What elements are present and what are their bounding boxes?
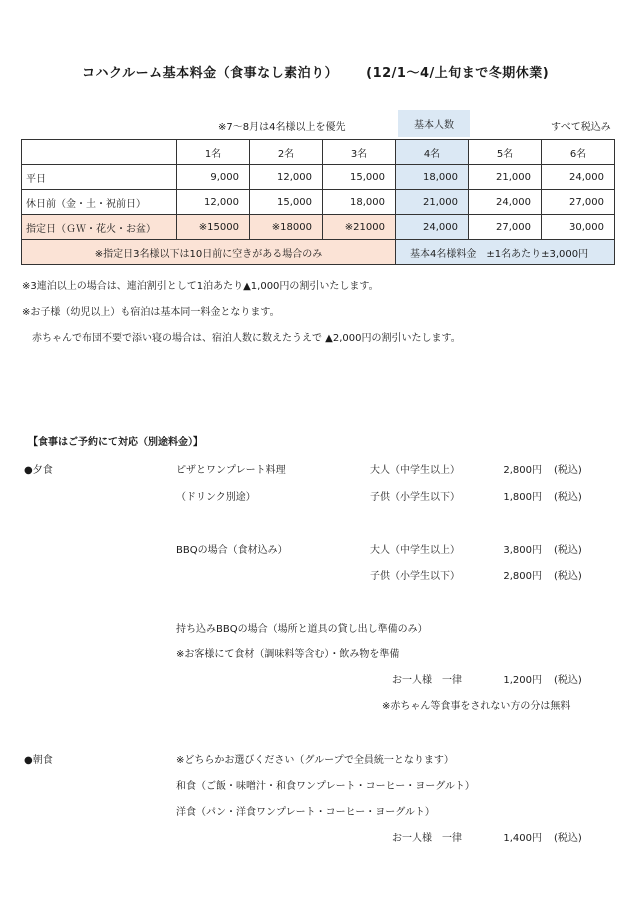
column-header: 6名 — [542, 140, 615, 165]
designated-day-note: ※指定日3名様以下は10日前に空きがある場合のみ — [22, 240, 396, 265]
table-cell: 12,000 — [177, 190, 250, 215]
column-header: 5名 — [469, 140, 542, 165]
row-label: 休日前（金・土・祝前日） — [22, 190, 177, 215]
column-header: 1名 — [177, 140, 250, 165]
column-header: 2名 — [250, 140, 323, 165]
tax-label: (税込) — [554, 571, 582, 582]
dinner-label: ●夕食 — [24, 465, 53, 476]
table-row — [22, 215, 615, 240]
column-header: 3名 — [323, 140, 396, 165]
table-cell: 18,000 — [396, 165, 469, 190]
table-cell: 24,000 — [396, 215, 469, 240]
breakfast-choose-note: ※どちらかお選びください（グループで全員統一となります） — [176, 755, 454, 766]
table-cell: 21,000 — [469, 165, 542, 190]
bring-bbq-note: ※お客様にて食材（調味料等含む）・飲み物を準備 — [176, 649, 400, 660]
tax-label: (税込) — [554, 492, 582, 503]
breakfast-price: 1,400円 — [503, 833, 542, 844]
table-cell: 9,000 — [177, 165, 250, 190]
table-header-row — [22, 140, 615, 165]
bring-bbq-price: 1,200円 — [503, 675, 542, 686]
pizza-adult-price: 2,800円 — [503, 465, 542, 476]
table-cell: 18,000 — [323, 190, 396, 215]
child-note: ※お子様（幼児以上）も宿泊は基本同一料金となります。 — [22, 307, 280, 318]
table-cell: ※18000 — [250, 215, 323, 240]
row-label: 平日 — [22, 165, 177, 190]
page-title — [82, 62, 549, 81]
baby-note: 赤ちゃんで布団不要で添い寝の場合は、宿泊人数に数えたうえで ▲2,000円の割引いたします。 — [32, 333, 461, 344]
basic-rate-note: 基本4名様料金 ±1名あたり±3,000円 — [396, 240, 615, 265]
table-cell: 15,000 — [250, 190, 323, 215]
table-cell: 24,000 — [542, 165, 615, 190]
column-header: 4名 — [396, 140, 469, 165]
table-corner-cell — [22, 140, 177, 165]
table-row — [22, 165, 615, 190]
tax-included-label: すべて税込み — [551, 122, 611, 133]
basic-people-label: 基本人数 — [398, 110, 470, 137]
title-main: コハクルーム基本料金（食事なし素泊り） — [82, 66, 339, 81]
title-closure: (12/1〜4/上旬まで冬期休業) — [366, 66, 550, 81]
tax-label: (税込) — [554, 465, 582, 476]
pizza-plan: ピザとワンプレート料理 — [176, 465, 286, 476]
pizza-child-price: 1,800円 — [503, 492, 542, 503]
breakfast-per-person: お一人様 一律 — [392, 833, 462, 844]
bbq-adult-label: 大人（中学生以上） — [370, 545, 460, 556]
drink-note: （ドリンク別途） — [176, 492, 256, 503]
tax-label: (税込) — [554, 675, 582, 686]
bbq-adult-price: 3,800円 — [503, 545, 542, 556]
table-cell: 27,000 — [542, 190, 615, 215]
tax-label: (税込) — [554, 545, 582, 556]
rates-table — [21, 139, 615, 265]
summer-note: ※7〜8月は4名様以上を優先 — [218, 122, 346, 133]
table-cell: 27,000 — [469, 215, 542, 240]
bbq-child-price: 2,800円 — [503, 571, 542, 582]
table-cell: 24,000 — [469, 190, 542, 215]
meals-section-title: 【食事はご予約にて対応（別途料金）】 — [28, 437, 203, 448]
pizza-child-label: 子供（小学生以下） — [370, 492, 460, 503]
western-breakfast: 洋食（パン・洋食ワンプレート・コーヒー・ヨーグルト） — [176, 807, 435, 818]
baby-free-note: ※赤ちゃん等食事をされない方の分は無料 — [382, 701, 571, 712]
row-label: 指定日（ＧＷ・花火・お盆） — [22, 215, 177, 240]
table-cell: 15,000 — [323, 165, 396, 190]
table-row — [22, 190, 615, 215]
table-footer-row — [22, 240, 615, 265]
bbq-child-label: 子供（小学生以下） — [370, 571, 460, 582]
tax-label: (税込) — [554, 833, 582, 844]
table-cell: 12,000 — [250, 165, 323, 190]
bring-per-person: お一人様 一律 — [392, 675, 462, 686]
table-cell: ※15000 — [177, 215, 250, 240]
pizza-adult-label: 大人（中学生以上） — [370, 465, 460, 476]
multi-night-note: ※3連泊以上の場合は、連泊割引として1泊あたり▲1,000円の割引いたします。 — [22, 281, 379, 292]
table-cell: ※21000 — [323, 215, 396, 240]
table-cell: 21,000 — [396, 190, 469, 215]
bring-bbq-plan: 持ち込みBBQの場合（場所と道具の貸し出し準備のみ） — [176, 624, 428, 635]
japanese-breakfast: 和食（ご飯・味噌汁・和食ワンプレート・コーヒー・ヨーグルト） — [176, 781, 475, 792]
breakfast-label: ●朝食 — [24, 755, 53, 766]
table-cell: 30,000 — [542, 215, 615, 240]
bbq-plan: BBQの場合（食材込み） — [176, 545, 288, 556]
